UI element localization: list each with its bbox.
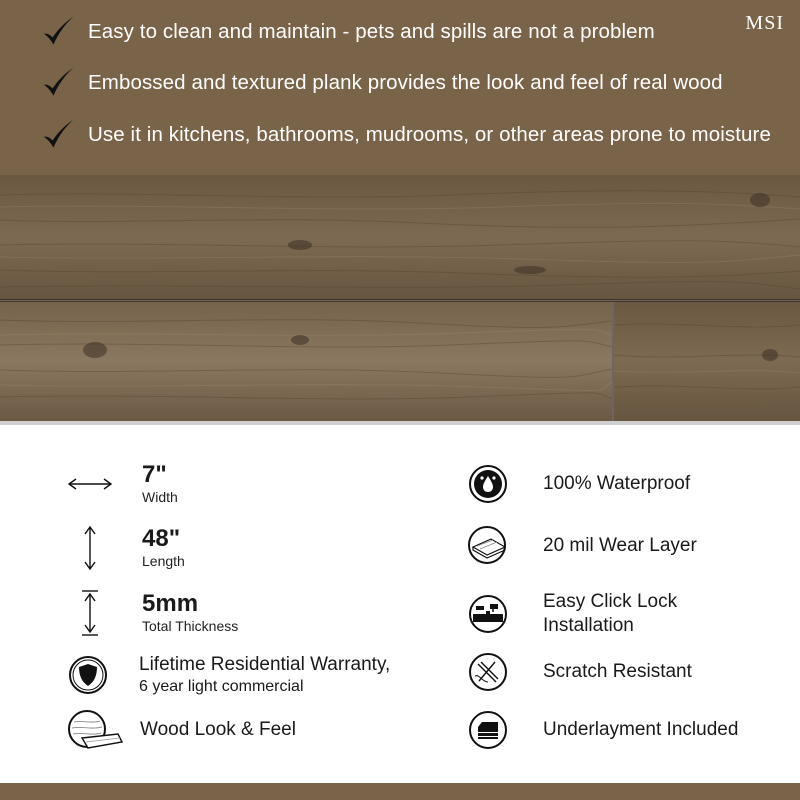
wood-plank-image xyxy=(0,175,800,425)
benefit-text: Embossed and textured plank provides the look and feel of real wood xyxy=(88,71,723,94)
click-lock-line2: Installation xyxy=(543,615,634,636)
horizontal-arrow-icon xyxy=(66,462,114,506)
feature-text: 100% Waterproof xyxy=(543,473,691,494)
spec-length xyxy=(66,524,185,572)
checkmark-icon xyxy=(40,117,76,153)
spec-wood-look xyxy=(66,708,296,752)
benefit-item xyxy=(40,115,771,155)
click-lock-line1: Easy Click Lock xyxy=(543,591,678,612)
benefit-text: Use it in kitchens, bathrooms, mudrooms, or other areas prone to moisture xyxy=(88,123,771,146)
scratch-icon xyxy=(466,650,510,694)
checkmark-icon xyxy=(40,65,76,101)
spec-warranty xyxy=(66,653,390,697)
thickness-arrow-icon xyxy=(66,588,114,638)
top-banner xyxy=(0,0,800,175)
water-drop-icon xyxy=(466,462,510,506)
feature-click-lock xyxy=(466,590,677,638)
warranty-line1: Lifetime Residential Warranty, xyxy=(139,654,391,675)
length-label: Length xyxy=(142,553,185,569)
underlayment-icon xyxy=(466,708,510,752)
length-value: 48" xyxy=(142,525,181,552)
thickness-label: Total Thickness xyxy=(142,618,239,634)
feature-scratch xyxy=(466,650,692,694)
width-label: Width xyxy=(142,489,178,505)
feature-text: 20 mil Wear Layer xyxy=(543,535,697,556)
thickness-value: 5mm xyxy=(142,590,199,617)
spec-thickness xyxy=(66,588,238,638)
wear-layer-icon xyxy=(466,524,510,568)
feature-wear-layer xyxy=(466,524,697,568)
feature-text: Scratch Resistant xyxy=(543,661,692,682)
feature-text: Underlayment Included xyxy=(543,719,739,740)
benefit-text: Easy to clean and maintain - pets and spills are not a problem xyxy=(88,20,655,43)
brand-logo: MSI xyxy=(745,12,784,34)
feature-waterproof xyxy=(466,462,690,506)
bottom-bar xyxy=(0,783,800,800)
click-lock-icon xyxy=(466,592,510,636)
wood-plank-icon xyxy=(66,708,124,752)
benefit-item xyxy=(40,63,723,103)
width-value: 7" xyxy=(142,461,167,488)
shield-icon xyxy=(66,653,110,697)
wood-look-text: Wood Look & Feel xyxy=(140,719,296,740)
warranty-line2: 6 year light commercial xyxy=(139,678,304,695)
vertical-arrow-icon xyxy=(66,524,114,572)
spec-width xyxy=(66,462,178,506)
benefit-item xyxy=(40,12,655,52)
checkmark-icon xyxy=(40,14,76,50)
feature-underlayment xyxy=(466,708,738,752)
